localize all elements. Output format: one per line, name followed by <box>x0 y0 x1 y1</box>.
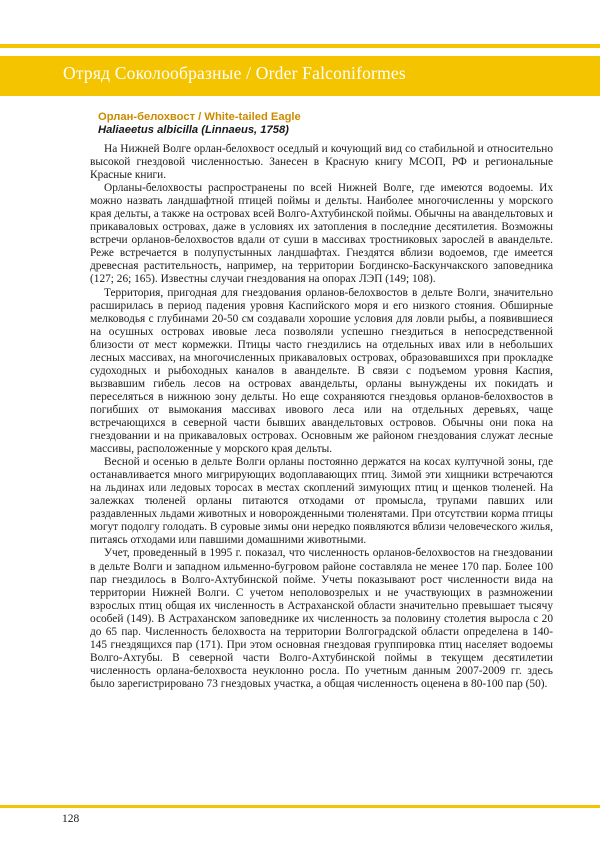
top-accent-rule <box>0 44 600 48</box>
bottom-accent-rule <box>0 805 600 808</box>
page-title: Отряд Соколообразные / Order Falconiformes <box>63 63 406 83</box>
header-band <box>0 56 600 96</box>
paragraph: Территория, пригодная для гнездования орланов-белохвостов в дельте Волги, значительно расширилась в период падения уровня Каспийского моря и его низкого стояния. Обширные мелководья с глубинами 20-50 см создавали хорошие условия для ловли рыбы, а появившиеся на осушных островах ивовые леса позволяли успешно гнездиться в непосредственной близости от мест кормежки. Птицы часто гнездились на отдельных ивах или в небольших лесных массивах, на многочисленных прикаваловых островах, образовавшихся при прокладке судоходных и рыбоходных каналов в авандельте. В связи с подъемом уровня Каспия, вызвавшим гибель лесов на островах авандельты, орланы вынуждены их покидать и переселяться в нижнюю зону дельты. Но еще сохраняются гнездовья орланов-белохвостов в погибших от вымокания массивах ивового леса или на отдельных деревьях, чаще встречающихся в северной части бывших авандельтовых островов. Обычны они пока на гнездовании и на прикаваловых островах. Основным же районом гнездования служат лесные массивы, расположенные у морского края дельты. <box>90 286 553 456</box>
paragraph: Учет, проведенный в 1995 г. показал, что численность орланов-белохвостов на гнездовании в дельте Волги и западном ильменно-бугровом районе составляла не менее 170 пар. Более 100 пар гнездилось в Волго-Ахтубинской пойме. Учеты показывают рост численности вида на территории Нижней Волги. С учетом неполовозрелых и не участвующих в размножении взрослых птиц общая их численность в Астраханской области значительно превышает тысячу особей (149). В Астраханском заповеднике их численность за половину столетия выросла с 20 до 65 пар. Численность белохвоста на территории Волгоградской области определена в 140-145 гнездящихся пар (171). При этом основная гнездовая группировка птиц населяет водоемы Волго-Ахтубы. В северной части Волго-Ахтубинской поймы в текущем десятилетии численность орлана-белохвоста неуклонно росла. По учетным данным 2007-2009 гг. здесь было зарегистрировано 73 гнездовых участка, а общая численность оценена в 80-100 пар (50). <box>90 547 553 690</box>
paragraph: На Нижней Волге орлан-белохвост оседлый и кочующий вид со стабильной и относительно высокой гнездовой численностью. Занесен в Красную книгу МСОП, РФ и региональные Красные книги. <box>90 143 553 182</box>
paragraph: Весной и осенью в дельте Волги орланы постоянно держатся на косах култучной зоны, где останавливается много мигрирующих водоплавающих птиц. Зимой эти хищники встречаются на льдинах или ледовых торосах в местах скоплений зимующих птиц и щенков тюленей. На залежках тюленей орланы питаются отходами от промысла, трупами павших или раздавленных льдами животных и новорожденными тюленятами. При отсутствии корма птицы могут подолгу голодать. В суровые зимы они нередко появляются вблизи человеческого жилья, питаясь отходами или павшими домашними животными. <box>90 456 553 547</box>
species-latin-name: Haliaeetus albicilla (Linnaeus, 1758) <box>98 124 289 136</box>
paragraph: Орланы-белохвосты распространены по всей Нижней Волге, где имеются водоемы. Их можно назвать ландшафтной птицей поймы и дельты. Наиболее многочисленны у морского края дельты, а также на островах всей Волго-Ахтубинской поймы. Обычны на авандельтовых и прикаваловых островах, даже в условиях их затопления в последние десятилетия. Возможны встречи орланов-белохвостов вдали от суши в массивах тростниковых зарослей в авандельте. Реже встречается в полупустынных ландшафтах. Гнездятся вблизи водоемов, где имеется древесная растительность, например, на территории Богдинско-Баскунчакского заповедника (127; 26; 165). Известны случаи гнездования на опорах ЛЭП (149; 108). <box>90 182 553 286</box>
page-number: 128 <box>62 813 80 825</box>
article-body <box>90 143 553 691</box>
species-common-name: Орлан-белохвост / White-tailed Eagle <box>98 111 301 123</box>
